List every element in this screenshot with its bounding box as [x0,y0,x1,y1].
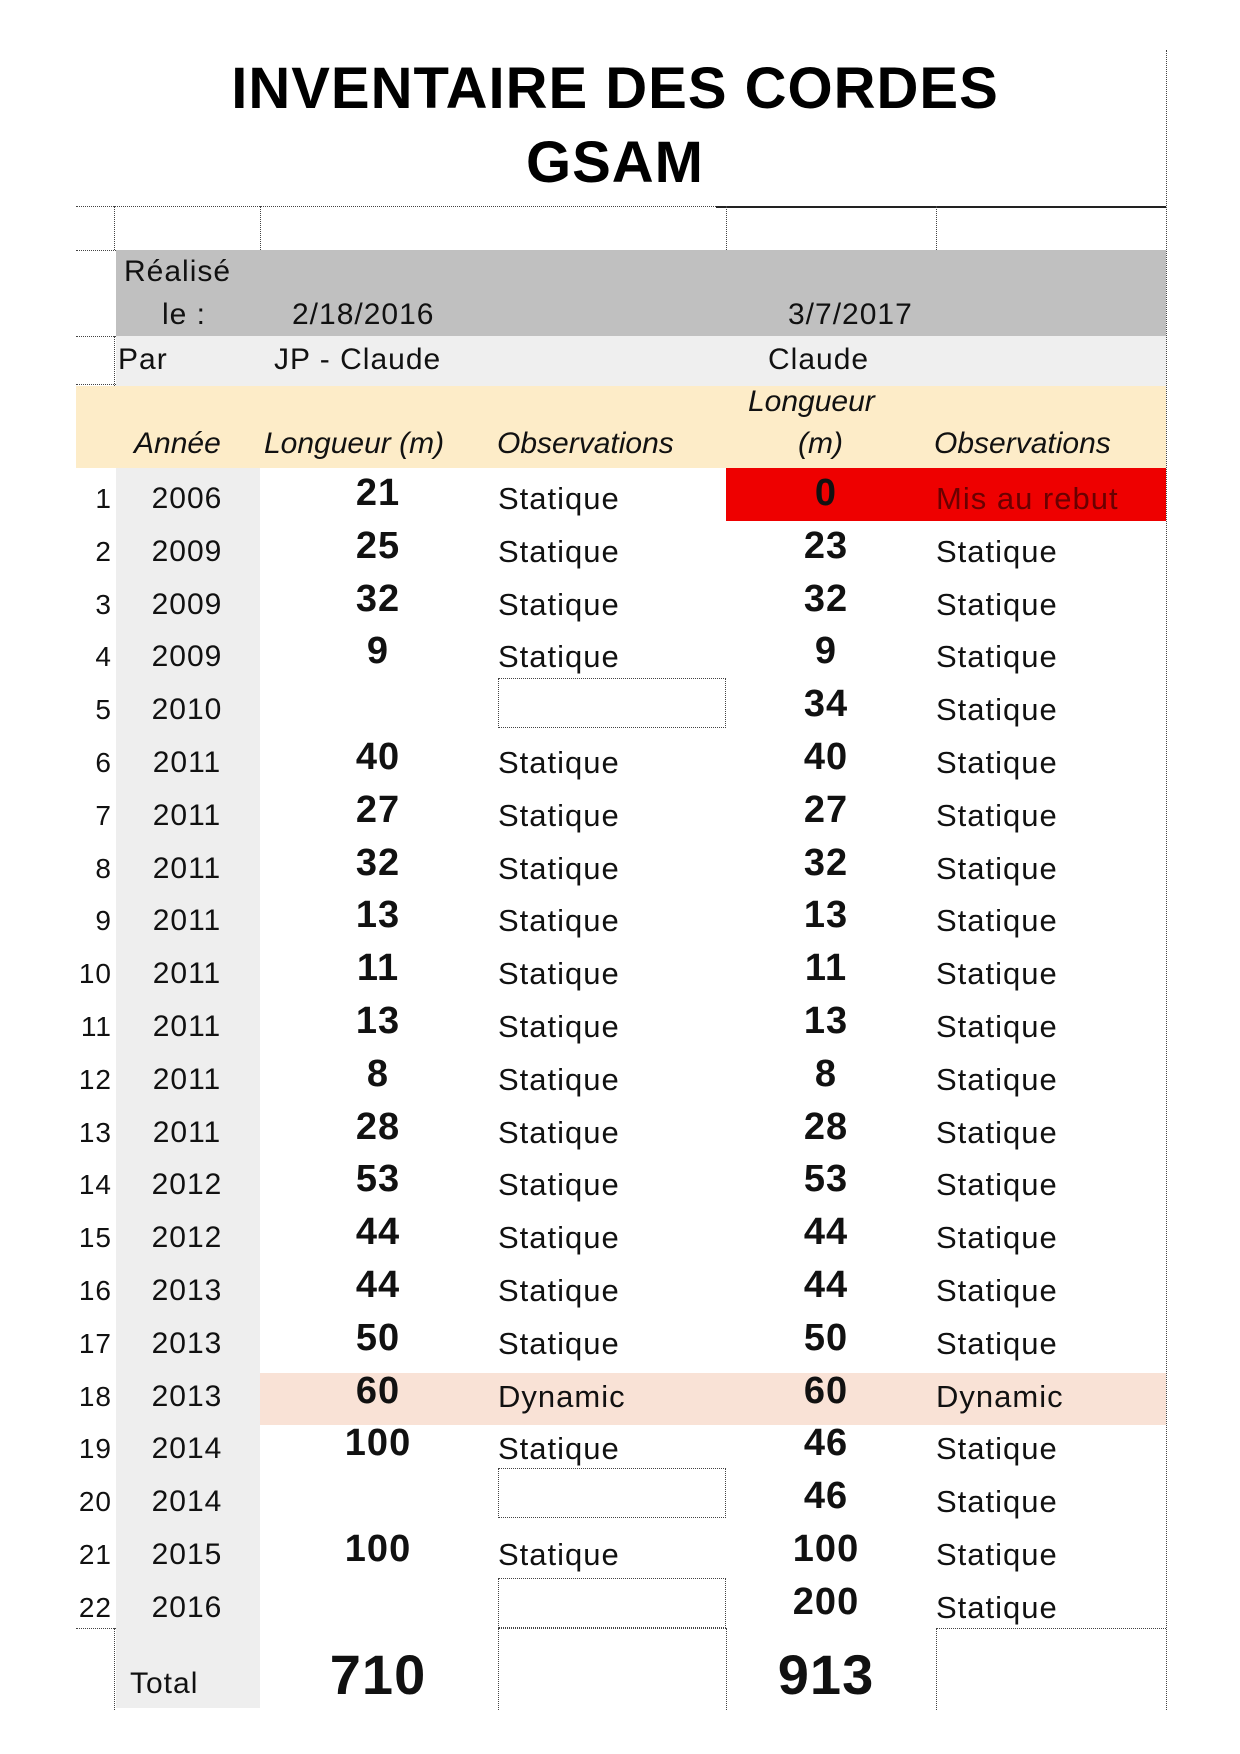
table-row [0,943,1240,996]
table-row [0,521,1240,574]
row-observation-second: Statique [936,1325,1058,1361]
row-year: 2009 [151,587,223,621]
row-observation-second: Statique [936,1431,1058,1467]
table-row [0,732,1240,785]
row-length-second: 100 [792,1528,860,1570]
row-observation-second: Statique [936,692,1058,728]
row-observation-second: Statique [936,639,1058,675]
header-longueur-2-line2: (m) [798,427,843,460]
row-year: 2015 [151,1538,223,1571]
row-length-second: 44 [803,1264,849,1306]
date-band [116,250,1166,336]
row-year: 2009 [151,640,223,674]
row-year: 2011 [152,1115,222,1149]
row-observation-first: Statique [498,481,620,516]
row-year: 2013 [151,1274,223,1307]
table-row [0,1524,1240,1577]
table-row [0,626,1240,679]
total-label: Total [130,1667,199,1700]
row-number: 19 [78,1433,112,1465]
date-first-inventory: 2/18/2016 [292,298,435,331]
row-length-first: 11 [356,947,400,990]
row-length-first: 28 [355,1105,401,1148]
grid-line [936,1628,1166,1629]
row-observation-first: Statique [498,850,620,886]
row-year: 2009 [151,534,223,568]
row-year: 2006 [151,482,223,515]
row-length-second: 32 [803,577,849,620]
row-observation-first: Statique [498,1220,620,1256]
row-length-first: 27 [355,788,401,831]
row-number: 9 [95,905,112,937]
grid-line [114,206,115,250]
row-observation-second: Statique [936,1009,1058,1044]
row-year: 2010 [151,693,223,727]
grid-line [260,206,261,250]
row-observation-first: Statique [498,956,620,992]
row-length-first: 21 [355,472,401,514]
row-number: 16 [78,1275,112,1306]
row-length-second: 46 [803,1422,849,1465]
row-number: 15 [78,1222,112,1254]
row-year: 2011 [152,957,222,991]
header-annee: Année [134,427,221,460]
row-observation-second: Statique [936,797,1058,833]
row-observation-second: Statique [936,903,1058,939]
row-number: 2 [95,535,112,567]
row-length-second: 50 [803,1316,849,1359]
row-length-second: 13 [803,1000,849,1042]
row-length-first: 32 [355,841,401,884]
row-year: 2013 [151,1326,223,1360]
grid-line [76,336,116,337]
row-number: 10 [78,958,112,990]
row-observation-second: Statique [936,956,1058,992]
row-number: 1 [95,483,112,514]
row-length-second: 46 [803,1475,849,1518]
row-year: 2016 [151,1590,223,1624]
row-observation-first: Statique [498,745,620,780]
title-underline [716,206,1166,208]
row-length-first: 9 [366,630,390,673]
table-row [0,1049,1240,1102]
realise-label-line1: Réalisé [124,255,232,288]
par-second-inventory: Claude [768,343,870,376]
table-row [0,785,1240,838]
row-length-first: 100 [344,1422,412,1465]
row-length-first: 40 [355,736,401,778]
row-number: 18 [78,1380,112,1412]
row-length-first: 60 [355,1369,401,1412]
row-number: 17 [78,1327,112,1359]
row-observation-second: Dynamic [936,1378,1064,1414]
row-observation-first: Statique [498,903,620,939]
row-number: 5 [95,694,112,726]
table-row [0,1260,1240,1313]
table-row [0,1366,1240,1419]
row-length-first: 53 [355,1158,401,1201]
row-number: 12 [78,1063,112,1095]
row-year: 2013 [151,1379,223,1413]
row-observation-second: Statique [936,1220,1058,1256]
row-length-first: 50 [355,1316,401,1359]
row-observation-first: Statique [498,586,620,622]
row-observation-first: Statique [498,1061,620,1097]
row-length-second: 32 [803,841,849,884]
row-length-first: 44 [355,1264,401,1306]
row-observation-second: Mis au rebut [936,481,1119,516]
grid-line [76,384,116,385]
grid-line [114,336,115,386]
row-year: 2012 [151,1168,223,1202]
row-year: 2011 [152,746,222,779]
row-observation-first: Statique [498,1325,620,1361]
row-year: 2011 [152,851,222,885]
row-observation-first: Statique [498,1273,620,1308]
row-year: 2011 [152,798,222,832]
row-length-second: 200 [792,1580,860,1623]
row-length-second: 9 [814,630,838,673]
empty-observation-cell [498,678,726,728]
row-number: 20 [78,1486,112,1518]
table-row [0,1207,1240,1260]
row-observation-second: Statique [936,1273,1058,1308]
total-length-second-inventory: 913 [777,1643,875,1706]
par-first-inventory: JP - Claude [274,343,442,376]
row-year: 2011 [152,1010,222,1043]
title-line-2: GSAM [526,130,704,195]
row-length-first: 32 [355,577,401,620]
table-row [0,1154,1240,1207]
header-longueur-2-line1: Longueur [748,385,875,418]
row-length-second: 28 [803,1105,849,1148]
table-row [0,996,1240,1049]
table-row [0,1102,1240,1155]
empty-observation-cell [498,1468,726,1518]
row-number: 6 [95,747,112,778]
grid-line [936,1628,937,1710]
total-length-first-inventory: 710 [329,1643,427,1706]
row-length-second: 27 [803,788,849,831]
row-length-second: 60 [803,1369,849,1412]
row-length-second: 0 [814,472,838,514]
grid-line [498,1628,726,1629]
row-observation-second: Statique [936,1061,1058,1097]
row-observation-second: Statique [936,745,1058,780]
row-observation-second: Statique [936,1484,1058,1520]
row-observation-first: Statique [498,1009,620,1044]
empty-observation-cell [498,1578,726,1628]
row-number: 14 [78,1169,112,1201]
row-number: 7 [95,799,112,831]
row-length-second: 34 [803,683,849,726]
header-longueur-1: Longueur (m) [264,427,445,460]
row-year: 2012 [151,1221,223,1255]
row-observation-first: Dynamic [498,1378,626,1414]
grid-line [114,1628,115,1710]
row-observation-second: Statique [936,586,1058,622]
row-number: 8 [95,852,112,884]
row-year: 2014 [151,1432,223,1466]
row-length-first: 44 [355,1211,401,1254]
grid-line [498,1628,499,1710]
row-length-second: 53 [803,1158,849,1201]
table-row [0,838,1240,891]
row-observation-second: Statique [936,533,1058,569]
row-number: 11 [80,1011,112,1042]
date-second-inventory: 3/7/2017 [788,298,913,331]
row-observation-second: Statique [936,1167,1058,1203]
row-length-first: 13 [355,894,401,937]
row-year: 2014 [151,1485,223,1519]
grid-line [76,206,716,207]
title-line-1: INVENTAIRE DES CORDES [231,56,999,121]
grid-line [726,206,727,250]
row-length-second: 40 [803,736,849,778]
row-length-second: 8 [814,1052,838,1095]
row-observation-second: Statique [936,1114,1058,1150]
table-row [0,890,1240,943]
row-length-second: 13 [803,894,849,937]
table-row [0,1313,1240,1366]
row-observation-first: Statique [498,1114,620,1150]
grid-line [76,1628,116,1629]
row-year: 2011 [152,904,222,938]
row-length-second: 11 [804,947,848,990]
table-row [0,468,1240,521]
row-observation-first: Statique [498,639,620,675]
row-observation-first: Statique [498,1167,620,1203]
header-observations-1: Observations [497,427,674,460]
row-number: 3 [95,588,112,620]
realise-label-line2: le : [162,298,207,331]
row-year: 2011 [152,1062,222,1096]
row-observation-first: Statique [498,797,620,833]
row-length-first: 25 [355,524,401,567]
row-number: 22 [78,1591,112,1623]
grid-line [936,206,937,250]
document-title [0,52,1240,200]
row-length-first: 100 [344,1528,412,1570]
header-observations-2: Observations [934,427,1111,460]
row-number: 21 [78,1539,112,1570]
row-observation-second: Statique [936,1537,1058,1572]
row-length-second: 23 [803,524,849,567]
row-observation-first: Statique [498,1537,620,1572]
row-number: 4 [95,641,112,673]
row-length-first: 8 [366,1052,390,1095]
row-length-first: 13 [355,1000,401,1042]
row-observation-first: Statique [498,533,620,569]
row-observation-first: Statique [498,1431,620,1467]
row-length-second: 44 [803,1211,849,1254]
par-label: Par [118,343,168,376]
row-number: 13 [78,1116,112,1148]
table-row [0,574,1240,627]
row-observation-second: Statique [936,850,1058,886]
row-observation-second: Statique [936,1589,1058,1625]
table-row [0,1418,1240,1471]
